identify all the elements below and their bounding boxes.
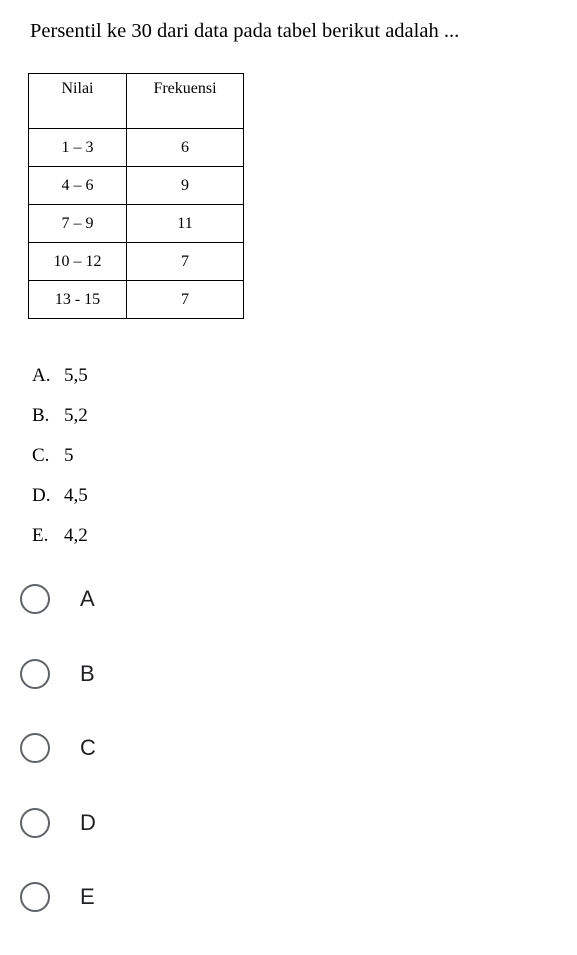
frequency-table	[28, 73, 244, 319]
choice-value: 5,2	[64, 405, 88, 426]
cell-nilai: 7 – 9	[29, 205, 127, 243]
radio-label[interactable]: E	[80, 884, 95, 909]
table-row	[29, 281, 244, 319]
choice-item	[32, 442, 88, 482]
question-text: Persentil ke 30 dari data pada tabel berikut adalah ...	[30, 20, 460, 42]
answer-choices-list	[32, 362, 88, 562]
choice-letter: B.	[32, 405, 50, 426]
radio-option-d[interactable]	[20, 806, 96, 881]
radio-button[interactable]	[20, 882, 50, 912]
cell-frekuensi: 6	[127, 129, 244, 167]
header-frekuensi: Frekuensi	[127, 74, 244, 129]
choice-letter: C.	[32, 445, 50, 466]
radio-option-c[interactable]	[20, 731, 96, 806]
choice-item	[32, 362, 88, 402]
radio-group	[20, 582, 96, 955]
choice-item	[32, 482, 88, 522]
cell-frekuensi: 7	[127, 243, 244, 281]
table-row	[29, 167, 244, 205]
cell-nilai: 4 – 6	[29, 167, 127, 205]
cell-frekuensi: 9	[127, 167, 244, 205]
choice-item	[32, 402, 88, 442]
table-header-row	[29, 74, 244, 129]
choice-item	[32, 522, 88, 562]
cell-nilai: 10 – 12	[29, 243, 127, 281]
choice-letter: E.	[32, 525, 49, 546]
choice-value: 5	[64, 445, 74, 466]
radio-button[interactable]	[20, 733, 50, 763]
cell-nilai: 1 – 3	[29, 129, 127, 167]
radio-option-a[interactable]	[20, 582, 96, 657]
cell-frekuensi: 11	[127, 205, 244, 243]
choice-letter: A.	[32, 365, 51, 386]
choice-value: 5,5	[64, 365, 88, 386]
table-row	[29, 243, 244, 281]
radio-option-e[interactable]	[20, 880, 96, 955]
cell-nilai: 13 - 15	[29, 281, 127, 319]
radio-button[interactable]	[20, 659, 50, 689]
cell-frekuensi: 7	[127, 281, 244, 319]
radio-label[interactable]: A	[80, 586, 95, 611]
choice-value: 4,2	[64, 525, 88, 546]
radio-label[interactable]: D	[80, 809, 96, 835]
radio-label[interactable]: C	[80, 735, 96, 760]
radio-button[interactable]	[20, 584, 50, 614]
choice-value: 4,5	[64, 485, 88, 506]
table-row	[29, 205, 244, 243]
choice-letter: D.	[32, 485, 51, 506]
radio-button[interactable]	[20, 808, 50, 838]
radio-option-b[interactable]	[20, 657, 96, 732]
header-nilai: Nilai	[29, 74, 127, 129]
radio-label[interactable]: B	[80, 660, 95, 686]
table-row	[29, 129, 244, 167]
